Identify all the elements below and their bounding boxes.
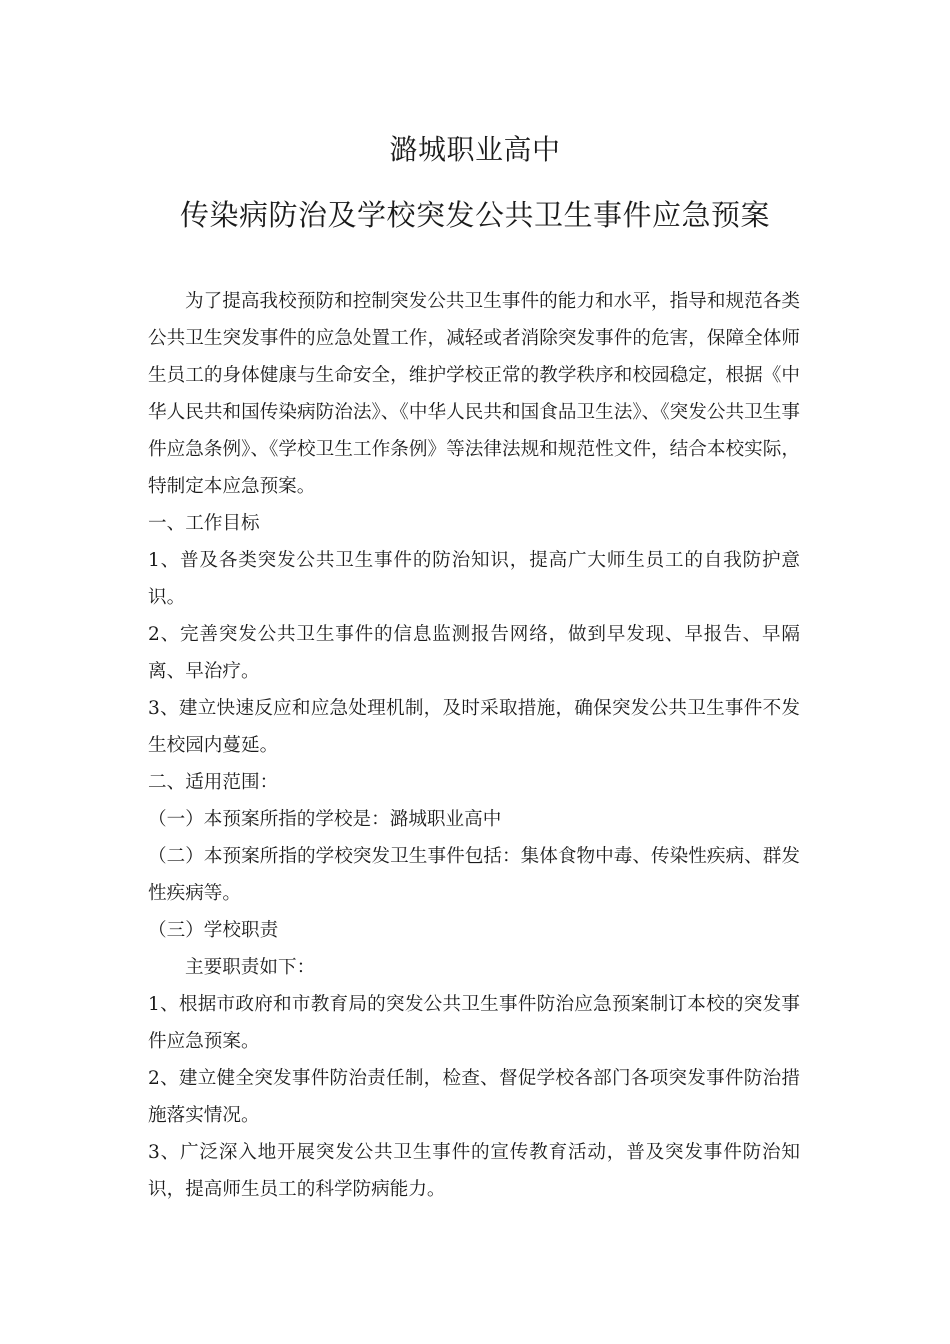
document-body — [148, 283, 800, 1208]
scope-item-2: （二）本预案所指的学校突发卫生事件包括：集体食物中毒、传染性疾病、群发性疾病等。 — [148, 846, 800, 904]
section-heading-scope: 二、适用范围： — [148, 772, 279, 793]
scope-item-3: （三）学校职责 — [148, 920, 279, 941]
intro-paragraph: 为了提高我校预防和控制突发公共卫生事件的能力和水平，指导和规范各类公共卫生突发事件的应急处置工作，减轻或者消除突发事件的危害，保障全体师生员工的身体健康与生命安全，维护学校正常的教学秩序和校园稳定，根据《中华人民共和国传染病防治法》、《中华人民共和国食品卫生法》、《突发公共卫生事件应急条例》、《学校卫生工作条例》等法律法规和规范性文件，结合本校实际，特制定本应急预案。 — [148, 291, 800, 497]
duty-item-3: 3、广泛深入地开展突发公共卫生事件的宣传教育活动，普及突发事件防治知识，提高师生员工的科学防病能力。 — [148, 1142, 800, 1200]
goal-item-1: 1、普及各类突发公共卫生事件的防治知识，提高广大师生员工的自我防护意识。 — [148, 550, 800, 608]
duties-intro: 主要职责如下： — [185, 957, 316, 978]
duty-item-2: 2、建立健全突发事件防治责任制，检查、督促学校各部门各项突发事件防治措施落实情况。 — [148, 1068, 800, 1126]
goal-item-3: 3、建立快速反应和应急处理机制，及时采取措施，确保突发公共卫生事件不发生校园内蔓延。 — [148, 698, 800, 756]
goal-item-2: 2、完善突发公共卫生事件的信息监测报告网络，做到早发现、早报告、早隔离、早治疗。 — [148, 624, 800, 682]
section-heading-goals: 一、工作目标 — [148, 513, 260, 534]
scope-item-1: （一）本预案所指的学校是：潞城职业高中 — [148, 809, 502, 830]
document-title: 潞城职业高中 — [389, 133, 561, 166]
duty-item-1: 1、根据市政府和市教育局的突发公共卫生事件防治应急预案制订本校的突发事件应急预案。 — [148, 994, 800, 1052]
document-subtitle: 传染病防治及学校突发公共卫生事件应急预案 — [179, 198, 770, 232]
